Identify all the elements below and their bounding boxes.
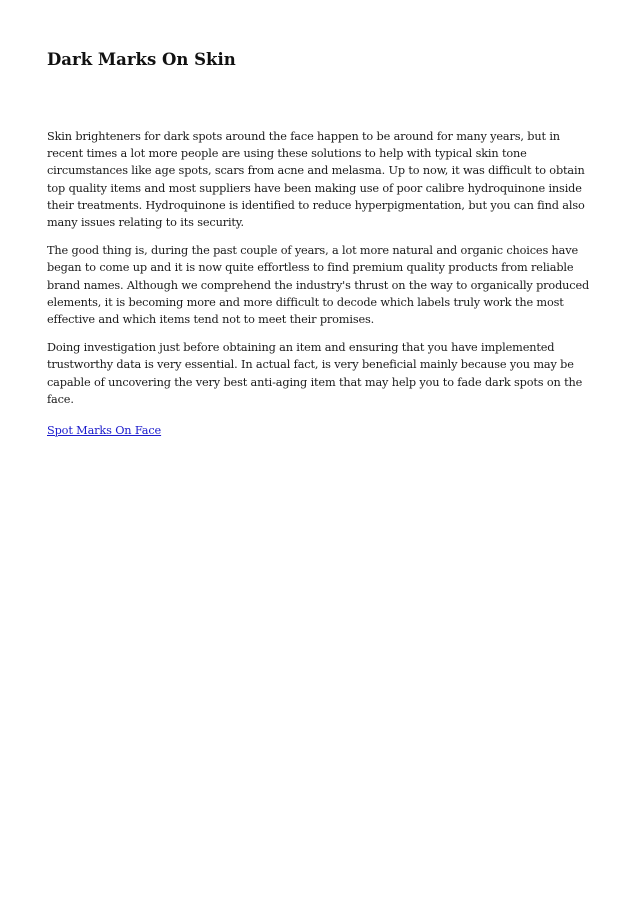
paragraph-3: Doing investigation just before obtaining an item and ensuring that you have implemented trustworthy data is very essential. In actual fact, is very beneficial mainly because you may be capable of uncovering the very best anti-aging item that may help you to fade dark spots on the face. — [47, 341, 583, 406]
page-title: Dark Marks On Skin — [47, 50, 236, 69]
paragraph-2: The good thing is, during the past couple of years, a lot more natural and organic choices have began to come up and it is now quite effortless to find premium quality products from reliable brand names. Although we comprehend the industry's thrust on the way to organically produced elements, it is becoming more and more difficult to decode which labels truly work the most effective and which items tend not to meet their promises. — [47, 244, 590, 327]
spot-marks-link[interactable]: Spot Marks On Face — [47, 424, 162, 438]
document-body — [47, 128, 595, 439]
document-header — [47, 48, 595, 72]
paragraph-1: Skin brighteners for dark spots around the face happen to be around for many years, but in recent times a lot more people are using these solutions to help with typical skin tone circumstances like age spots, scars from acne and melasma. Up to now, it was difficult to obtain top quality items and most suppliers have been making use of poor calibre hydroquinone inside their treatments. Hydroquinone is identified to reduce hyperpigmentation, but you can find also many issues relating to its security. — [47, 130, 585, 230]
